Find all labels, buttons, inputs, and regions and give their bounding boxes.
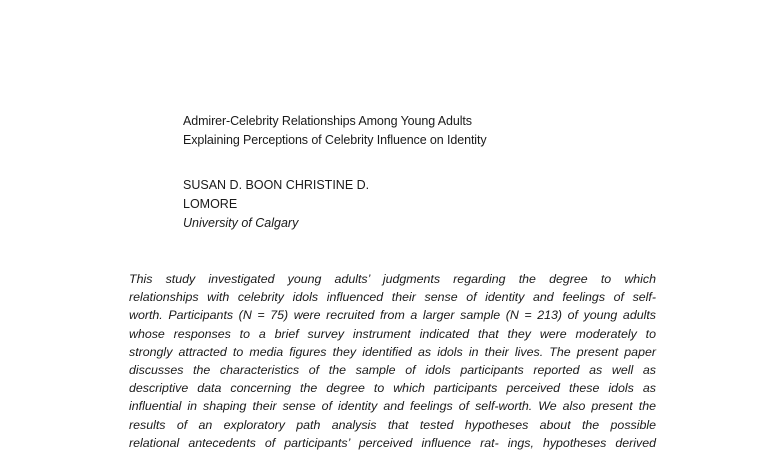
abstract: [129, 270, 656, 452]
author-line-1: SUSAN D. BOON CHRISTINE D.: [183, 178, 370, 192]
abstract-line: results of an exploratory path analysis that tested hypotheses about the possible: [129, 417, 656, 432]
title-line-1: Admirer-Celebrity Relationships Among Young Adults: [183, 114, 472, 128]
abstract-line: discusses the characteristics of the sample of idols participants reported as well as: [129, 363, 656, 378]
abstract-line: whose responses to a brief survey instrument indicated that they were moderately to: [129, 326, 656, 341]
abstract-line: relational antecedents of participants’ perceived influence rat- ings, hypotheses derived: [129, 435, 656, 450]
abstract-line: This study investigated young adults’ judgments regarding the degree to which: [129, 272, 656, 286]
abstract-line: worth. Participants (N = 75) were recruited from a larger sample (N = 213) of young adults: [129, 308, 656, 323]
title-line-2: Explaining Perceptions of Celebrity Influence on Identity: [183, 133, 487, 147]
affiliation: University of Calgary: [183, 216, 299, 230]
abstract-line: relationships with celebrity idols influenced their sense of identity and feelings of self-: [129, 290, 656, 305]
paper-title: [183, 112, 487, 150]
abstract-line: descriptive data concerning the degree to which participants perceived these idols as: [129, 381, 656, 396]
abstract-line: strongly attracted to media figures they identified as idols in their lives. The present paper: [129, 344, 656, 359]
author-line-2: LOMORE: [183, 197, 238, 211]
abstract-line: influential in shaping their sense of identity and feelings of self-worth. We also present the: [129, 399, 656, 414]
author-block: [183, 176, 369, 233]
